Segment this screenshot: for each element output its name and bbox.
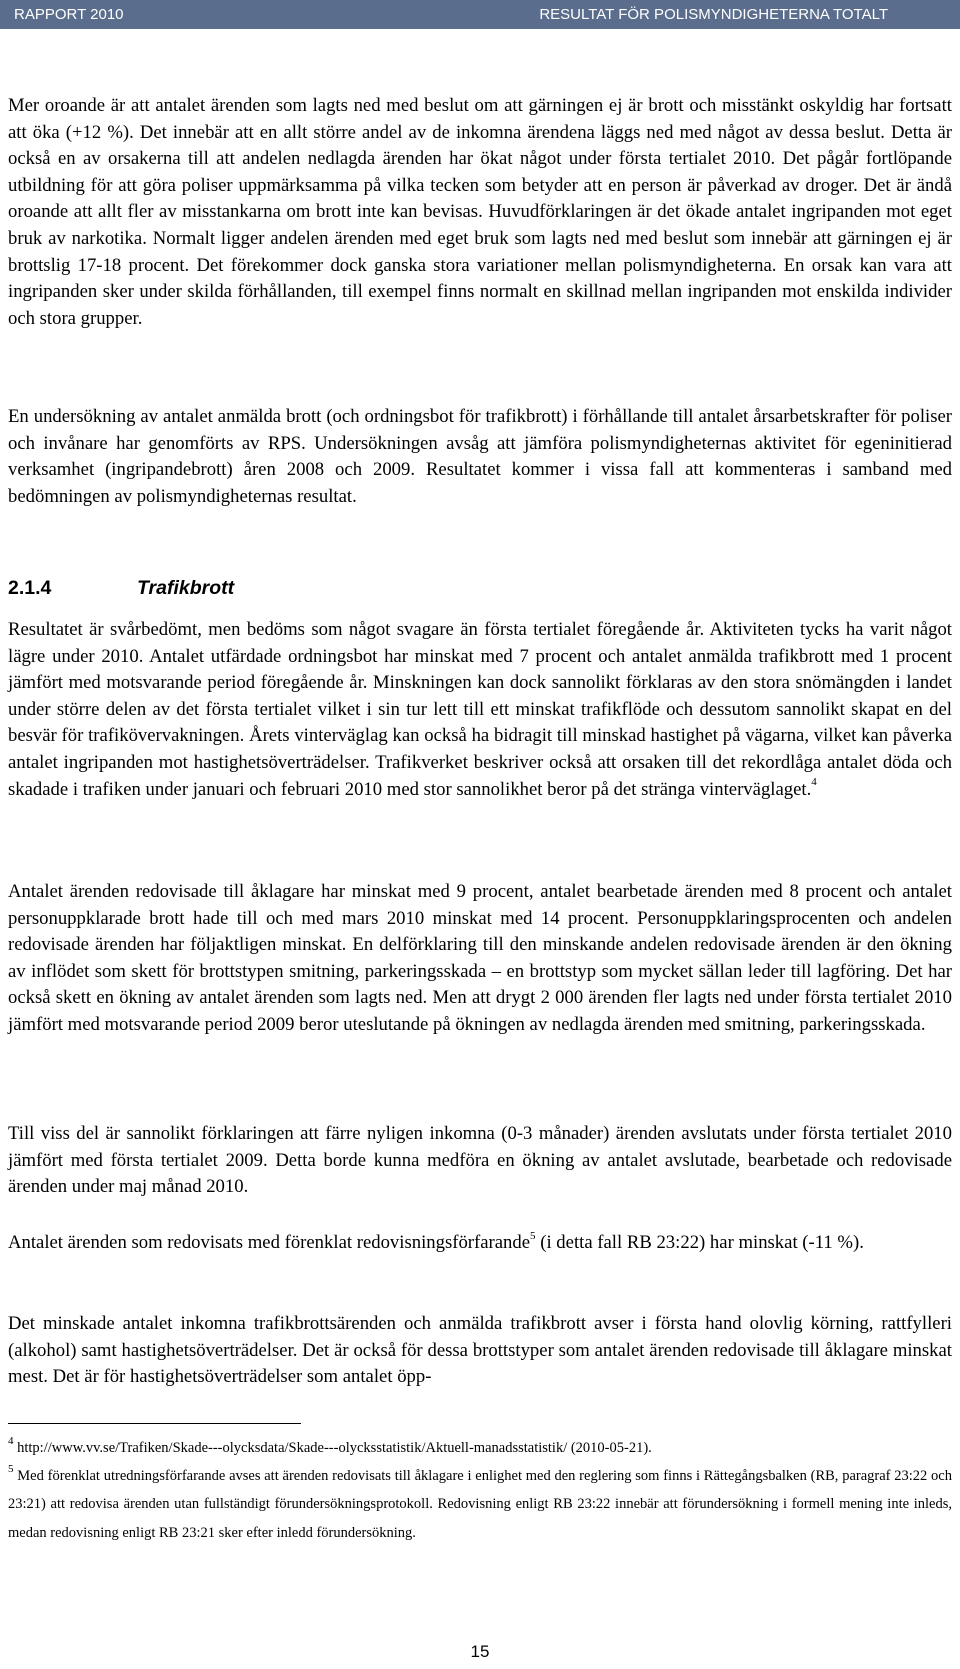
header-section-title: RESULTAT FÖR POLISMYNDIGHETERNA TOTALT xyxy=(539,6,888,23)
footnote-separator xyxy=(8,1423,301,1424)
paragraph-body: Antalet ärenden som redovisats med förenklat redovisningsförfarande xyxy=(8,1232,531,1253)
footnote-5 xyxy=(8,1462,952,1547)
section-title: Trafikbrott xyxy=(137,577,235,599)
paragraph-closed-cases xyxy=(8,1121,952,1201)
section-heading xyxy=(8,577,234,600)
paragraph-body-cont: (i detta fall RB 23:22) har minskat (-11 %). xyxy=(535,1232,864,1253)
paragraph-drug-cases xyxy=(8,93,952,332)
paragraph-simplified-procedure xyxy=(8,1230,952,1257)
paragraph-text: En undersökning av antalet anmälda brott (och ordningsbot för trafikbrott) i förhållande till antalet årsarbetskrafter för poliser och invånare har genomförts av RPS. Undersökningen avsåg att jämföra polismyndigheternas aktivitet för egeninitierad verksamhet (ingripandebrott) åren 2008 och 2009. Resultatet kommer i vissa fall att kommenteras i samband med bedömningen av polismyndigheternas resultat. xyxy=(8,406,952,507)
footnote-text: Med förenklat utredningsförfarande avses att ärenden redovisats till åklagare i enlighet med den reglering som finns i Rättegångsbalken (RB, paragraf 23:22 och 23:21) att redovisa ärenden utan fullständigt förundersökningsprotokoll. Redovisning enligt RB 23:22 innebär att förundersökning i formell mening inte inleds, medan redovisning enligt RB 23:21 sker efter inledd förundersökning. xyxy=(8,1468,952,1541)
footnote-number: 5 xyxy=(8,1463,14,1476)
footnotes xyxy=(8,1434,952,1547)
paragraph-text: Till viss del är sannolikt förklaringen att färre nyligen inkomna (0-3 månader) ärenden avslutats under första tertialet 2010 jämfört med första tertialet 2009. Detta borde kunna medföra en ökning av antalet avslutade, bearbetade och redovisade ärenden under maj månad 2010. xyxy=(8,1123,952,1198)
paragraph-text: Mer oroande är att antalet ärenden som lagts ned med beslut om att gärningen ej är brott och misstänkt oskyldig har fortsatt att öka (+12 %). Det innebär att en allt större andel av de inkomna ärendena läggs ned med något av dessa beslut. Detta är också en av orsakerna till att andelen nedlagda ärenden har ökat något under första tertialet 2010. Det pågår fortlöpande utbildning för att göra poliser uppmärksamma på vilka tecken som betyder att en person är påverkad av droger. Det är ändå oroande att allt fler av misstankarna om brott inte kan bevisas. Huvudförklaringen är det ökade antalet ingripanden mot eget bruk av narkotika. Normalt ligger andelen ärenden med eget bruk som lagts ned med beslut som innebär att gärningen ej är brottslig 17-18 procent. Det förekommer dock ganska stora variationer mellan polismyndigheterna. En orsak kan vara att ingripanden sker under skilda förhållanden, till exempel finns normalt en skillnad mellan ingripanden mot enskilda individer och stora grupper. xyxy=(8,95,952,329)
footnote-text: http://www.vv.se/Trafiken/Skade---olycksdata/Skade---olycksstatistik/Aktuell-manadsstatistik/ (2010-05-21). xyxy=(13,1440,652,1456)
paragraph-prosecutor-cases xyxy=(8,879,952,1039)
paragraph-text xyxy=(8,617,952,803)
page-number: 15 xyxy=(470,1642,490,1661)
paragraph-text: Antalet ärenden redovisade till åklagare har minskat med 9 procent, antalet bearbetade ärenden med 8 procent och antalet personuppklarade brott hade till och med mars 2010 minskat med 14 procent. Personuppklaringsprocenten och andelen redovisade ärenden har följaktligen minskat. En delförklaring till den minskande andelen redovisade ärenden är den ökning av inflödet som skett för brottstypen smitning, parkeringsskada – en brottstyp som mycket sällan leder till lagföring. Det har också skett en ökning av antalet ärenden som lagts ned. Men att drygt 2 000 ärenden fler lagts ned under första tertialet 2010 jämfört med motsvarande period 2009 beror uteslutande på ökningen av nedlagda ärenden med smitning, parkeringsskada. xyxy=(8,881,952,1035)
running-header xyxy=(0,0,960,29)
section-number: 2.1.4 xyxy=(8,577,52,599)
footnote-ref-5[interactable]: 5 xyxy=(530,1229,536,1242)
header-report-year: RAPPORT 2010 xyxy=(14,6,124,23)
paragraph-traffic-result xyxy=(8,617,952,803)
footnote-number: 4 xyxy=(8,1435,14,1448)
footnote-ref-4[interactable]: 4 xyxy=(811,776,817,789)
paragraph-text xyxy=(8,1230,952,1257)
paragraph-rps-study xyxy=(8,404,952,510)
paragraph-body: Resultatet är svårbedömt, men bedöms som något svagare än första tertialet föregående år. Aktiviteten tycks ha varit något lägre under 2010. Antalet utfärdade ordningsbot har minskat med 7 procent och antalet anmälda trafikbrott med 1 procent jämfört med motsvarande period föregående år. Minskningen kan dock sannolikt förklaras av den stora snömängden i landet under större delen av det första tertialet vilket i sin tur lett till ett minskat trafikflöde och dessutom sannolikt skapat en del besvär för trafikövervakningen. Årets vinterväglag kan också ha bidragit till minskad hastighet på vägarna, vilket kan påverka antalet ingripanden mot hastighetsöverträdelser. Trafikverket beskriver också att orsaken till det rekordlåga antalet döda och skadade i trafiken under januari och februari 2010 med stor sannolikhet beror på det stränga vinterväglaget. xyxy=(8,619,952,800)
paragraph-decreased-inflow xyxy=(8,1311,952,1391)
paragraph-text: Det minskade antalet inkomna trafikbrottsärenden och anmälda trafikbrott avser i första hand olovlig körning, rattfylleri (alkohol) samt hastighetsöverträdelser. Det är också för dessa brottstyper som antalet ärenden redovisade till åklagare minskat mest. Det är för hastighetsöverträdelser som antalet öpp- xyxy=(8,1313,952,1388)
footnote-4 xyxy=(8,1434,952,1462)
